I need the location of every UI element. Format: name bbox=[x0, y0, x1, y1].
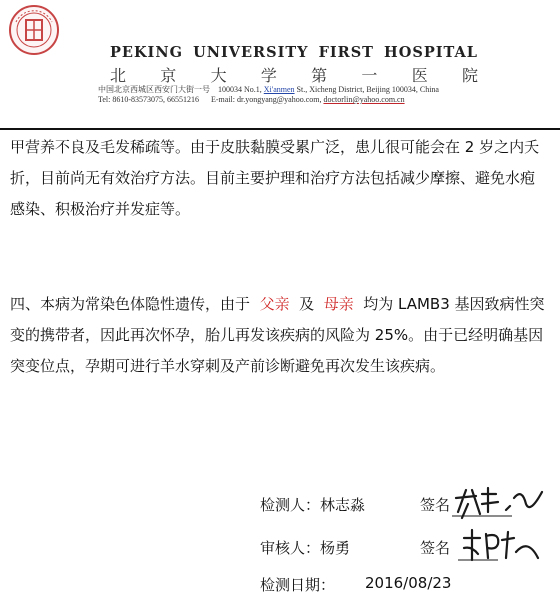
hospital-name-char: 大 bbox=[210, 66, 227, 85]
address-english: St., Xicheng District, Beijing 100034, China bbox=[296, 85, 439, 94]
reviewer-signature-handwriting bbox=[458, 528, 548, 564]
conjunction-text: 及 bbox=[299, 295, 315, 313]
hospital-name-word: UNIVERSITY bbox=[193, 44, 309, 61]
hospital-name-english bbox=[110, 44, 478, 61]
paragraph-inheritance bbox=[10, 289, 548, 382]
telephone: Tel: 8610-83573075, 66551216 bbox=[98, 95, 199, 104]
hospital-name-chinese bbox=[110, 63, 478, 86]
hospital-name-char: 北 bbox=[110, 66, 127, 85]
mother-highlight: 母亲 bbox=[323, 295, 354, 313]
email-label: E-mail: bbox=[211, 95, 235, 104]
tester-signature-handwriting bbox=[452, 484, 552, 520]
email-link[interactable]: doctorlin@yahoo.com.cn bbox=[323, 95, 405, 104]
father-highlight: 父亲 bbox=[259, 295, 290, 313]
hospital-name-char: 学 bbox=[260, 66, 277, 85]
hospital-name-word: PEKING bbox=[110, 44, 183, 61]
header-divider bbox=[0, 128, 560, 130]
email-link[interactable]: dr.yongyang@yahoo.com, bbox=[237, 95, 322, 104]
address-street: Xi'anmen bbox=[263, 85, 295, 94]
tester-label: 检测人：林志淼 bbox=[260, 496, 366, 514]
paragraph-text: 四、本病为常染色体隐性遗传，由于 bbox=[10, 295, 251, 313]
postcode: 100034 No.1, bbox=[218, 85, 262, 94]
hospital-name-char: 京 bbox=[160, 66, 177, 85]
date-label: 检测日期： bbox=[260, 576, 336, 594]
hospital-name-word: FIRST bbox=[318, 44, 374, 61]
hospital-name-char: 第 bbox=[311, 66, 328, 85]
date-value: 2016/08/23 bbox=[365, 574, 452, 592]
hospital-name-word: HOSPITAL bbox=[384, 44, 478, 61]
paragraph-prognosis: 甲营养不良及毛发稀疏等。由于皮肤黏膜受累广泛，患儿很可能会在 2 岁之内夭折，目前尚无有效治疗方法。目前主要护理和治疗方法包括减少摩擦、避免水疱感染、积极治疗并发症等。 bbox=[10, 138, 540, 218]
hospital-logo-seal bbox=[8, 4, 60, 56]
reviewer-label: 审核人：杨勇 bbox=[260, 539, 351, 557]
address-chinese: 中国北京西城区西安门大街一号 bbox=[98, 85, 210, 94]
hospital-name-char: 院 bbox=[461, 66, 478, 85]
tester-sign-label: 签名 bbox=[420, 496, 451, 514]
address-line bbox=[98, 84, 439, 95]
hospital-name-char: 医 bbox=[411, 66, 428, 85]
contact-line bbox=[98, 95, 405, 104]
reviewer-sign-label: 签名 bbox=[420, 539, 451, 557]
paragraph-text: 均为 LAMB3 基因致病性突变的携带者，因此再次怀孕，胎儿再发该疾病的风险为 25%。由于已经明确基因突变位点，孕期可进行羊水穿刺及产前诊断避免再次发生该疾病。 bbox=[10, 295, 545, 375]
hospital-name-char: 一 bbox=[361, 66, 378, 85]
